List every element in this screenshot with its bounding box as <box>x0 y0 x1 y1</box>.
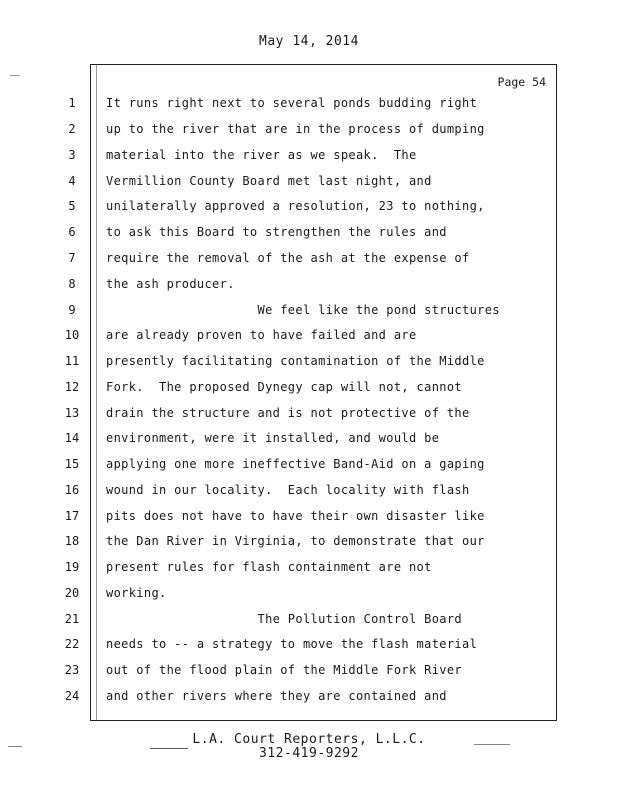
line-text: working. <box>106 586 167 600</box>
line-number: 17 <box>64 509 80 523</box>
line-text: and other rivers where they are contained and <box>106 689 447 703</box>
margin-rule <box>96 65 97 720</box>
line-text: drain the structure and is not protective of the <box>106 406 470 420</box>
line-number: 11 <box>64 354 80 368</box>
court-reporter-phone: 312-419-9292 <box>259 746 359 761</box>
line-number: 5 <box>68 199 76 213</box>
line-text: unilaterally approved a resolution, 23 to nothing, <box>106 199 485 213</box>
line-number: 18 <box>64 534 80 548</box>
line-number: 2 <box>68 122 76 136</box>
line-text: material into the river as we speak. The <box>106 148 417 162</box>
scan-mark <box>8 746 22 747</box>
line-number: 8 <box>68 277 76 291</box>
line-text: to ask this Board to strengthen the rules and <box>106 225 447 239</box>
line-text: are already proven to have failed and are <box>106 328 417 342</box>
line-number: 3 <box>68 148 76 162</box>
line-text: wound in our locality. Each locality with flash <box>106 483 470 497</box>
line-number: 9 <box>68 303 76 317</box>
line-text: out of the flood plain of the Middle Fork River <box>106 663 463 677</box>
line-text: Vermillion County Board met last night, and <box>106 174 432 188</box>
line-number: 21 <box>64 612 80 626</box>
page-number: Page 54 <box>497 75 546 89</box>
line-number: 12 <box>64 380 80 394</box>
line-number: 24 <box>64 689 80 703</box>
line-text: We feel like the pond structures <box>106 303 500 317</box>
line-text: present rules for flash containment are not <box>106 560 432 574</box>
line-number: 23 <box>64 663 80 677</box>
line-text: applying one more ineffective Band-Aid on a gaping <box>106 457 485 471</box>
line-text: Fork. The proposed Dynegy cap will not, cannot <box>106 380 463 394</box>
line-number: 20 <box>64 586 80 600</box>
scan-mark <box>10 75 20 76</box>
line-number: 15 <box>64 457 80 471</box>
line-text: presently facilitating contamination of the Middle <box>106 354 485 368</box>
line-number: 10 <box>64 328 80 342</box>
scan-mark <box>474 744 510 745</box>
line-number: 1 <box>68 96 76 110</box>
line-number: 7 <box>68 251 76 265</box>
line-number: 22 <box>64 637 80 651</box>
line-text: environment, were it installed, and would be <box>106 431 440 445</box>
line-number: 6 <box>68 225 76 239</box>
line-number: 13 <box>64 406 80 420</box>
line-text: up to the river that are in the process of dumping <box>106 122 485 136</box>
line-text: pits does not have to have their own disaster like <box>106 509 485 523</box>
transcript-date: May 14, 2014 <box>259 34 359 49</box>
line-number: 16 <box>64 483 80 497</box>
line-text: needs to -- a strategy to move the flash material <box>106 637 478 651</box>
scan-mark <box>150 748 188 749</box>
line-text: require the removal of the ash at the expense of <box>106 251 470 265</box>
line-number: 14 <box>64 431 80 445</box>
line-text: the Dan River in Virginia, to demonstrate that our <box>106 534 485 548</box>
line-text: The Pollution Control Board <box>106 612 463 626</box>
line-text: It runs right next to several ponds budding right <box>106 96 478 110</box>
line-text: the ash producer. <box>106 277 235 291</box>
court-reporter-name: L.A. Court Reporters, L.L.C. <box>192 732 426 747</box>
line-number: 19 <box>64 560 80 574</box>
line-number: 4 <box>68 174 76 188</box>
